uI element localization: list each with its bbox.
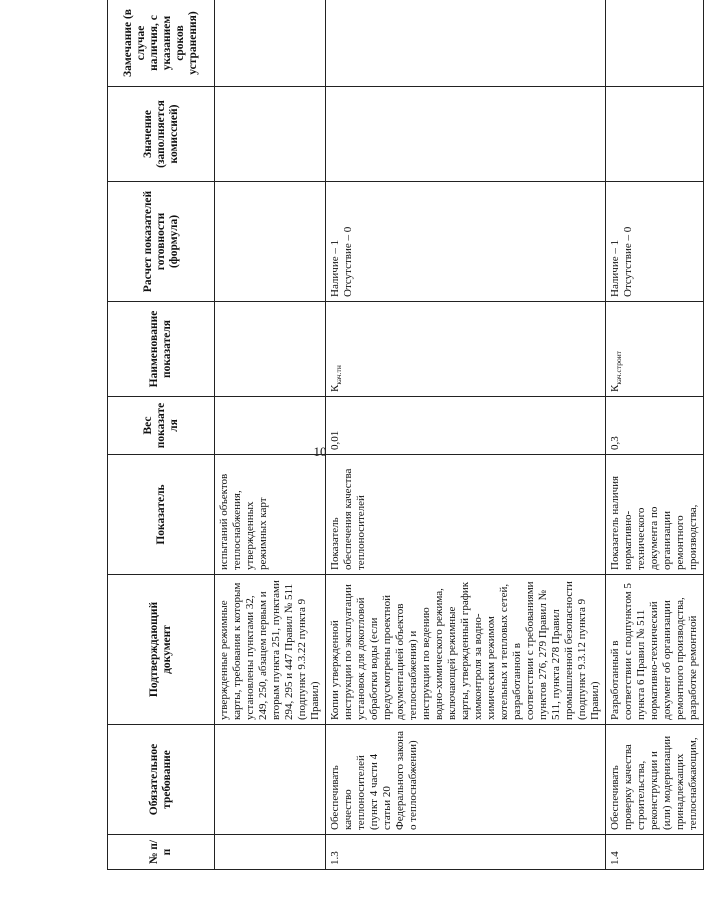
cell-remark — [215, 0, 326, 87]
page-number: 10 — [313, 444, 327, 459]
header-value: Значение (заполняется комиссией) — [108, 87, 215, 182]
cell-value — [326, 87, 606, 182]
cell-name — [215, 302, 326, 397]
cell-name: $К_{кач.строит}$ — [606, 302, 704, 397]
rotated-table-wrapper — [107, 0, 699, 870]
cell-calc: Наличие – 1 Отсутствие – 0 — [606, 182, 704, 302]
readiness-table — [107, 0, 704, 870]
header-weight: Вес показателя — [108, 397, 215, 455]
cell-requirement — [215, 725, 326, 835]
header-remark: Замечание (в случае наличия, с указанием сроков устранения) — [108, 0, 215, 87]
header-calc: Расчет показателей готовности (формула) — [108, 182, 215, 302]
table-header-row — [108, 0, 215, 870]
cell-indicator: Показатель обеспечения качества теплоносителей — [326, 455, 606, 575]
cell-document: Копии утвержденной инструкции по эксплуатации установок для докотловой обработки воды (если предусмотрены проектной документацией объектов теплоснабжения) и инструкции по ведению водно-химического режима, включающей режимные карты, утвержденный график химконтроля за водно-химическим режимом котельных и тепловых сетей, разработанной в соответствии с требованиями пунктов 276, 279 Правил № 511, пункта 278 Правил промышленной безопасности (подпункт 9.3.12 пункта 9 Правил) — [326, 575, 606, 725]
cell-weight: 0,3 — [606, 397, 704, 455]
header-num: № п/п — [108, 835, 215, 870]
cell-num: 1.4 — [606, 835, 704, 870]
table-row — [215, 0, 326, 870]
cell-num — [215, 835, 326, 870]
cell-num: 1.3 — [326, 835, 606, 870]
cell-weight — [215, 397, 326, 455]
cell-value — [606, 87, 704, 182]
cell-calc — [215, 182, 326, 302]
header-requirement: Обязательное требование — [108, 725, 215, 835]
cell-document: Разработанный в соответствии с подпунктом 5 пункта 6 Правил № 511 нормативно-технический документ об организации ремонтного производства, разработке ремонтной — [606, 575, 704, 725]
cell-name: $К_{кач.тн}$ — [326, 302, 606, 397]
cell-requirement: Обеспечивать качество теплоносителей (пункт 4 части 4 статьи 20 Федерального закона о теплоснабжении) — [326, 725, 606, 835]
cell-remark — [606, 0, 704, 87]
cell-requirement: Обеспечивать проверку качества строительства, реконструкции и (или) модернизации принадлежащих теплоснабжающим, — [606, 725, 704, 835]
header-indicator: Показатель — [108, 455, 215, 575]
cell-indicator: Показатель наличия нормативно-технического документа по организации ремонтного производства, — [606, 455, 704, 575]
cell-remark — [326, 0, 606, 87]
table-row — [606, 0, 704, 870]
header-name: Наименование показателя — [108, 302, 215, 397]
table-row — [326, 0, 606, 870]
cell-document: утвержденные режимные карты, требования к которым установлены пунктами 32, 249, 250, абзацем первым и вторым пункта 251, пунктами 294, 295 и 447 Правил № 511 (подпункт 9.3.22 пункта 9 Правил) — [215, 575, 326, 725]
header-document: Подтверждающий документ — [108, 575, 215, 725]
cell-calc: Наличие – 1 Отсутствие – 0 — [326, 182, 606, 302]
cell-value — [215, 87, 326, 182]
cell-weight: 0,01 — [326, 397, 606, 455]
cell-indicator: испытаний объектов теплоснабжения, утвержденных режимных карт — [215, 455, 326, 575]
